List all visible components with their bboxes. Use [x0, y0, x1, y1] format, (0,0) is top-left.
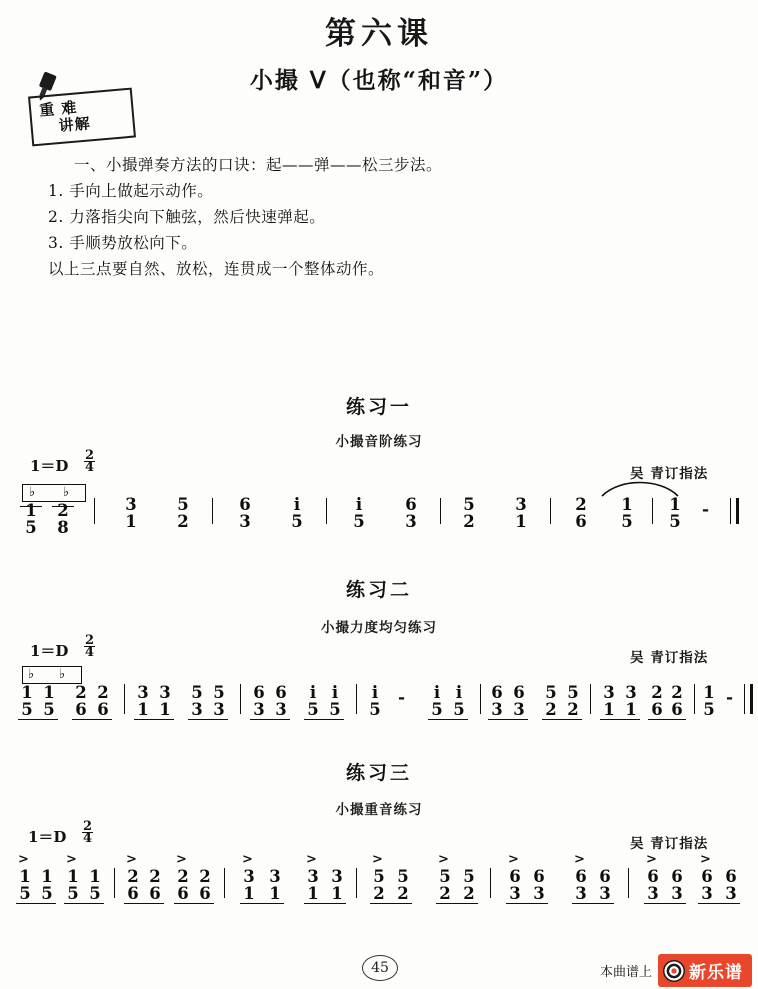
- brand-badge[interactable]: [658, 954, 752, 987]
- note-chord: 2 6: [177, 867, 189, 903]
- barline: [224, 868, 225, 898]
- barline: [240, 684, 241, 714]
- note-chord: 1 5: [41, 867, 53, 903]
- accent-mark: >: [242, 852, 253, 867]
- exercise-3-score: [0, 818, 758, 923]
- note-chord: 5 3: [213, 683, 225, 719]
- accent-mark: >: [372, 852, 383, 867]
- beam: [698, 903, 740, 904]
- note-chord: 5 2: [397, 867, 409, 903]
- beam: [644, 903, 686, 904]
- note-chord: 5 2: [567, 683, 579, 719]
- exercise-1-accidental-box: ♭ ♭: [22, 484, 86, 502]
- note-chord: i 5: [291, 495, 303, 531]
- beam: [370, 903, 412, 904]
- note-chord: 1 5: [25, 501, 37, 537]
- footer-watermark: [600, 952, 758, 989]
- exercise-1-subheading: 小撮音阶练习: [335, 434, 423, 450]
- beam: [20, 506, 42, 507]
- note-chord: 6 3: [509, 867, 521, 903]
- note-chord: 2 6: [97, 683, 109, 719]
- exercise-2-meter: $\frac{2}{4}$: [85, 633, 95, 660]
- barline: [590, 684, 591, 714]
- note-chord: 6 3: [239, 495, 251, 531]
- accent-mark: >: [126, 852, 137, 867]
- beam: [240, 903, 284, 904]
- note-chord: 6 3: [671, 867, 683, 903]
- beam: [18, 719, 58, 720]
- note-chord: 3 1: [307, 867, 319, 903]
- exercise-1-meter: $\frac{2}{4}$: [85, 448, 95, 475]
- beam: [134, 719, 174, 720]
- beam: [304, 719, 344, 720]
- accent-mark: >: [176, 852, 187, 867]
- note-chord: 6 3: [513, 683, 525, 719]
- note-chord: 3 1: [137, 683, 149, 719]
- note-chord: 2 6: [199, 867, 211, 903]
- accent-mark: >: [646, 852, 657, 867]
- barline: [652, 498, 653, 524]
- beam: [648, 719, 686, 720]
- note-chord: 2 6: [575, 495, 587, 531]
- exercise-2-accidental-box: ♭ ♭: [22, 666, 82, 684]
- page-number: 45: [362, 955, 398, 981]
- accent-mark: >: [306, 852, 317, 867]
- beam: [572, 903, 614, 904]
- note-chord: 1 5: [669, 495, 681, 531]
- note-chord: 3 1: [159, 683, 171, 719]
- beam: [488, 719, 528, 720]
- note-chord: i 5: [307, 683, 319, 719]
- beam: [72, 719, 112, 720]
- barline: [694, 684, 695, 714]
- exercise-1-score: [0, 448, 758, 538]
- note-chord: 6 3: [405, 495, 417, 531]
- accent-mark: >: [700, 852, 711, 867]
- exercise-3-meter: $\frac{2}{4}$: [83, 819, 93, 846]
- note-chord: 1 5: [19, 867, 31, 903]
- barline-final: [730, 498, 731, 524]
- note-chord: 6 3: [575, 867, 587, 903]
- beam: [428, 719, 468, 720]
- beam: [188, 719, 228, 720]
- page-title: 第六课: [325, 16, 433, 52]
- exercise-3-credit: 吴 青订指法: [630, 836, 709, 852]
- beam: [600, 719, 640, 720]
- note-chord: 2 6: [671, 683, 683, 719]
- exercise-1-key: 1＝D: [30, 457, 69, 475]
- barline: [212, 498, 213, 524]
- note-chord: 1 5: [89, 867, 101, 903]
- body-line-2: 1. 手向上做起示动作。: [48, 182, 214, 200]
- lesson-body-text: [48, 152, 708, 282]
- barline: [480, 684, 481, 714]
- note-chord: 6 3: [533, 867, 545, 903]
- tag-line-2: 讲解: [57, 114, 92, 136]
- note-chord: 2 6: [127, 867, 139, 903]
- note-chord: 2 6: [75, 683, 87, 719]
- body-line-4: 3. 手顺势放松向下。: [48, 234, 198, 252]
- exercise-3-subheading: 小撮重音练习: [335, 802, 423, 818]
- note-chord: 1 5: [621, 495, 633, 531]
- note-chord: 3 1: [125, 495, 137, 531]
- beam: [124, 903, 164, 904]
- note-chord: i 5: [431, 683, 443, 719]
- note-chord: 3 1: [603, 683, 615, 719]
- accent-mark: >: [508, 852, 519, 867]
- note-chord: 1 5: [43, 683, 55, 719]
- note-chord: i 5: [369, 683, 381, 719]
- barline: [490, 868, 491, 898]
- page-subtitle: 小撮 ᐯ（也称“和音”）: [249, 67, 509, 94]
- accent-mark: >: [18, 852, 29, 867]
- beam: [542, 719, 582, 720]
- note-chord: i 5: [329, 683, 341, 719]
- note-chord: 1 5: [703, 683, 715, 719]
- exercise-1-heading: 练习一: [345, 396, 412, 418]
- note-chord: 6 3: [647, 867, 659, 903]
- note-chord: 6 3: [599, 867, 611, 903]
- tag-line-1: 重 难: [38, 98, 79, 120]
- note-chord: i 5: [453, 683, 465, 719]
- barline: [356, 868, 357, 898]
- note-duration-dash: -: [726, 688, 734, 708]
- beam: [52, 506, 74, 507]
- barline: [356, 684, 357, 714]
- beam: [304, 903, 346, 904]
- note-chord: 5 2: [463, 867, 475, 903]
- note-duration-dash: -: [398, 688, 406, 708]
- barline: [550, 498, 551, 524]
- vinyl-record-icon: [663, 960, 685, 982]
- note-chord: 5 2: [545, 683, 557, 719]
- note-duration-dash: -: [702, 500, 710, 520]
- footer-note: 本曲谱上: [599, 965, 652, 980]
- note-chord: 6 3: [701, 867, 713, 903]
- note-chord: 6 3: [253, 683, 265, 719]
- note-chord: 1 5: [67, 867, 79, 903]
- exercise-1-credit: 吴 青订指法: [630, 466, 709, 482]
- note-chord: 2 6: [149, 867, 161, 903]
- beam: [250, 719, 290, 720]
- brand-name: 新乐谱: [689, 963, 743, 983]
- accent-mark: >: [574, 852, 585, 867]
- note-chord: 3 1: [515, 495, 527, 531]
- barline: [440, 498, 441, 524]
- beam: [64, 903, 104, 904]
- note-chord: 3 1: [331, 867, 343, 903]
- exercise-3-heading: 练习三: [345, 762, 412, 784]
- barline: [326, 498, 327, 524]
- exercise-3-key: 1＝D: [28, 828, 67, 846]
- barline: [124, 684, 125, 714]
- barline: [114, 868, 115, 898]
- accent-mark: >: [438, 852, 449, 867]
- note-chord: 3 1: [625, 683, 637, 719]
- note-chord: 2 8: [57, 501, 69, 537]
- barline: [628, 868, 629, 898]
- barline-final: [744, 684, 745, 714]
- body-line-5: 以上三点要自然、放松，连贯成一个整体动作。: [48, 260, 385, 278]
- note-chord: 5 2: [463, 495, 475, 531]
- barline-final-thick: [750, 684, 753, 714]
- note-chord: 3 1: [269, 867, 281, 903]
- note-chord: 1 5: [21, 683, 33, 719]
- exercise-2-credit: 吴 青订指法: [630, 650, 709, 666]
- tie-slur: [600, 476, 680, 498]
- exercise-2-key: 1＝D: [30, 642, 69, 660]
- note-chord: 5 2: [177, 495, 189, 531]
- note-chord: 5 2: [373, 867, 385, 903]
- body-line-3: 2. 力落指尖向下触弦，然后快速弹起。: [48, 208, 326, 226]
- accent-mark: >: [66, 852, 77, 867]
- exercise-2-score: [0, 632, 758, 727]
- note-chord: 6 3: [725, 867, 737, 903]
- note-chord: 3 1: [243, 867, 255, 903]
- barline-final-thick: [736, 498, 739, 524]
- note-chord: 5 2: [439, 867, 451, 903]
- note-chord: 2 6: [651, 683, 663, 719]
- note-chord: 5 3: [191, 683, 203, 719]
- exercise-2-subheading: 小撮力度均匀练习: [321, 620, 437, 636]
- note-chord: 6 3: [275, 683, 287, 719]
- note-chord: 6 3: [491, 683, 503, 719]
- exercise-2-heading: 练习二: [345, 579, 412, 601]
- beam: [436, 903, 478, 904]
- beam: [174, 903, 214, 904]
- note-chord: i 5: [353, 495, 365, 531]
- barline: [94, 498, 95, 524]
- beam: [506, 903, 548, 904]
- body-line-1: 一、小撮弹奏方法的口诀：起——弹——松三步法。: [74, 156, 443, 174]
- beam: [16, 903, 56, 904]
